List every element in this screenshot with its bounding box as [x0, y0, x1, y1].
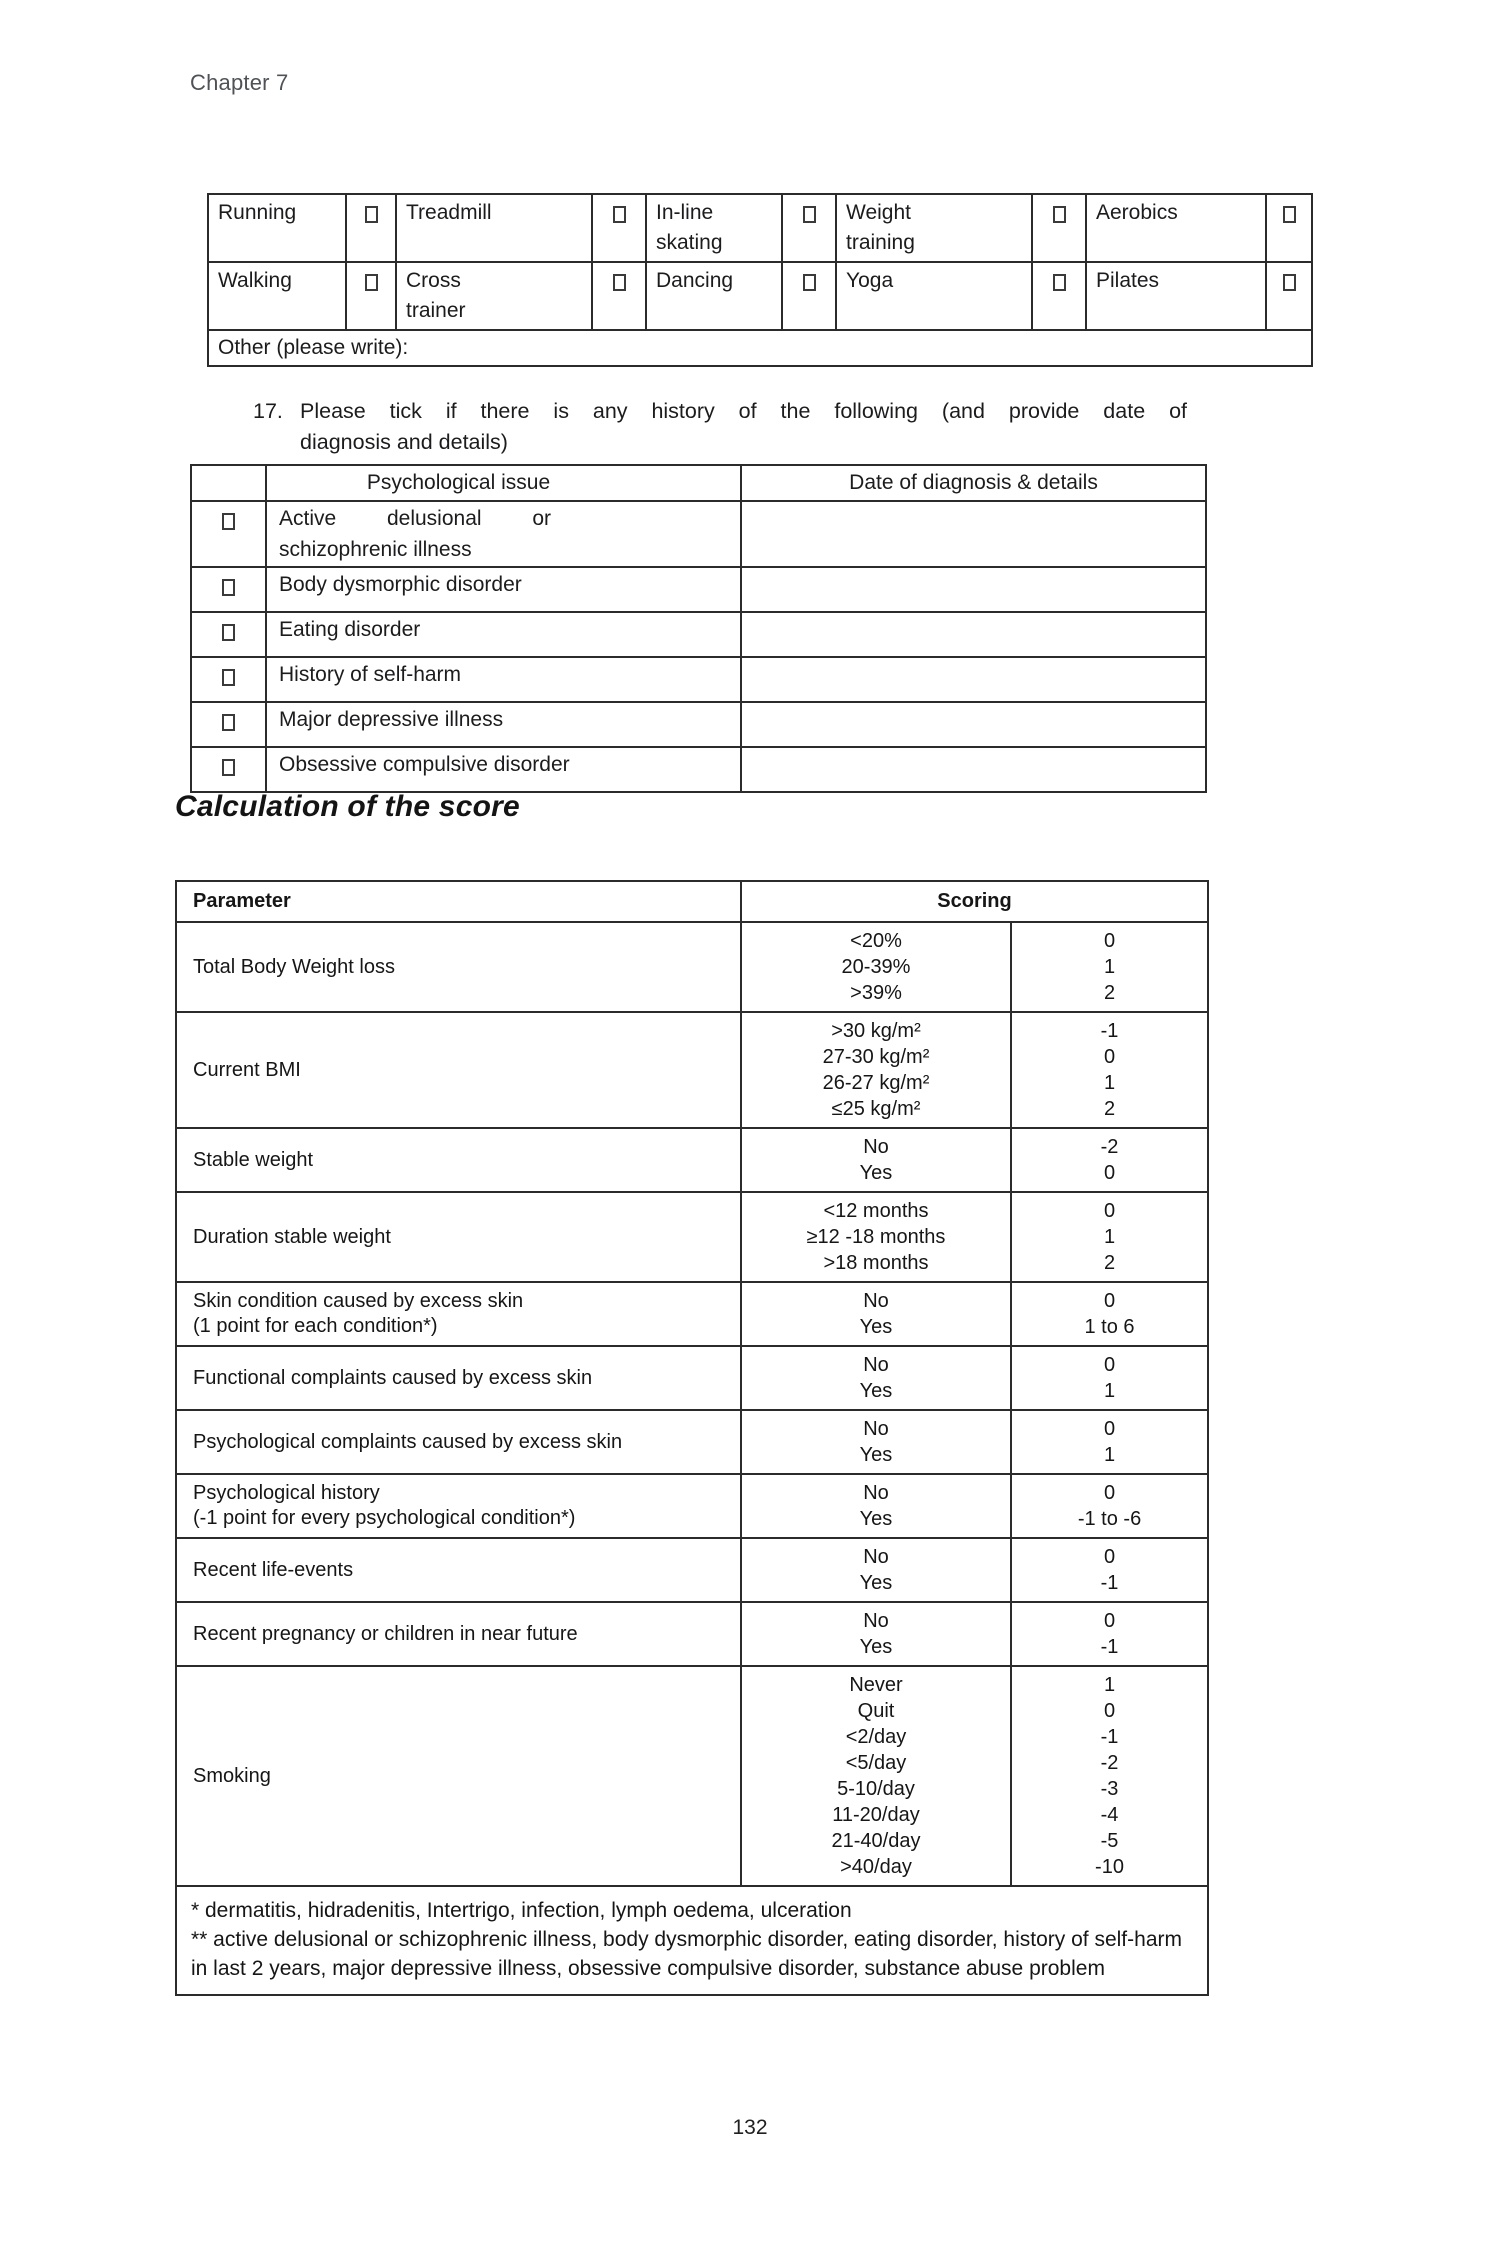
score-row [176, 1346, 1208, 1410]
score-value: 1 [1103, 1380, 1116, 1402]
score-option: No [863, 1290, 889, 1312]
activity-checkbox-cell [782, 262, 836, 330]
score-option: >40/day [840, 1856, 912, 1878]
score-option: >18 months [823, 1252, 929, 1274]
score-value-cell [1011, 1192, 1208, 1282]
psych-checkbox[interactable] [222, 714, 235, 731]
activity-cell [1086, 262, 1266, 330]
score-option: 21-40/day [831, 1830, 921, 1852]
activity-checkbox-cell [346, 262, 396, 330]
psych-issue-label: Body dysmorphic disorder [279, 573, 522, 596]
score-option: ≤25 kg/m² [831, 1098, 921, 1120]
score-option: No [863, 1546, 889, 1568]
score-value: -10 [1095, 1856, 1124, 1878]
activity-checkbox-cell [346, 194, 396, 262]
psych-checkbox-cell [191, 657, 266, 702]
score-value: 1 [1103, 956, 1116, 978]
psych-details-field[interactable] [741, 612, 1206, 657]
question-text-line: Please tick if there is any history of the following (and provide date of [300, 399, 1187, 423]
score-value: -1 [1100, 1020, 1119, 1042]
score-value: 0 [1103, 1354, 1116, 1376]
section-heading: Calculation of the score [175, 790, 520, 823]
score-value-cell [1011, 1474, 1208, 1538]
psych-row [191, 657, 1206, 702]
other-write-in-cell[interactable] [208, 330, 1312, 366]
score-option: 5-10/day [837, 1778, 915, 1800]
score-parameter: Recent pregnancy or children in near future [193, 1622, 578, 1645]
question-text [300, 396, 1187, 458]
footnote-line: ** active delusional or schizophrenic illness, body dysmorphic disorder, eating disorder, history of self-harm in last 2 years, major depressive illness, obsessive compulsive disorder, substance abuse problem [191, 1928, 1182, 1980]
activity-label: Running [218, 201, 297, 224]
activity-checkbox[interactable] [1283, 206, 1296, 223]
score-parameter: (-1 point for every psychological condition*) [193, 1507, 576, 1529]
score-header-row [176, 881, 1208, 922]
psych-issue-cell [266, 657, 741, 702]
score-value: 0 [1103, 930, 1116, 952]
score-option-cell [741, 1012, 1011, 1128]
score-option: <5/day [845, 1752, 907, 1774]
activity-cell [208, 262, 346, 330]
score-option: Yes [859, 1316, 893, 1338]
activity-checkbox[interactable] [365, 274, 378, 291]
score-parameter: Psychological history [193, 1482, 380, 1504]
score-value: 0 [1103, 1700, 1116, 1722]
score-option-cell [741, 1282, 1011, 1346]
score-option: <2/day [845, 1726, 907, 1748]
score-option-cell [741, 1128, 1011, 1192]
activity-cell [836, 194, 1032, 262]
score-value: -4 [1100, 1804, 1119, 1826]
score-option-cell [741, 1346, 1011, 1410]
score-value: 0 [1103, 1162, 1116, 1184]
score-option-cell [741, 922, 1011, 1012]
psych-history-table [190, 464, 1207, 793]
score-value-cell [1011, 922, 1208, 1012]
score-value: -2 [1100, 1752, 1119, 1774]
activity-label: trainer [406, 299, 466, 322]
score-option: Yes [859, 1508, 893, 1530]
score-value: 1 to 6 [1084, 1316, 1135, 1338]
score-value: 0 [1103, 1418, 1116, 1440]
activity-checkbox-cell [592, 194, 646, 262]
score-parameter-cell [176, 1012, 741, 1128]
page-number: 132 [732, 2116, 768, 2139]
score-option: 20-39% [841, 956, 911, 978]
score-option: Yes [859, 1572, 893, 1594]
activity-checkbox-cell [1032, 262, 1086, 330]
score-parameter-cell [176, 1346, 741, 1410]
score-value-cell [1011, 1346, 1208, 1410]
psych-checkbox[interactable] [222, 579, 235, 596]
score-value: 0 [1103, 1610, 1116, 1632]
score-value-cell [1011, 1128, 1208, 1192]
psych-details-field[interactable] [741, 501, 1206, 567]
score-parameter: Functional complaints caused by excess skin [193, 1366, 593, 1389]
score-value: -2 [1100, 1136, 1119, 1158]
psych-issue-label: schizophrenic illness [279, 538, 472, 561]
score-header-scoring: Scoring [741, 881, 1208, 922]
psych-checkbox-cell [191, 567, 266, 612]
activity-label: In-line [656, 201, 714, 224]
score-row [176, 1538, 1208, 1602]
psych-checkbox-cell [191, 702, 266, 747]
chapter-header: Chapter 7 [190, 70, 289, 95]
score-header-parameter: Parameter [176, 881, 741, 922]
score-row [176, 1602, 1208, 1666]
score-row [176, 1012, 1208, 1128]
score-option-cell [741, 1602, 1011, 1666]
score-parameter-cell [176, 922, 741, 1012]
psych-issue-cell [266, 702, 741, 747]
activity-checkbox[interactable] [613, 206, 626, 223]
activity-checkbox-cell [782, 194, 836, 262]
score-option-cell [741, 1474, 1011, 1538]
score-value-cell [1011, 1538, 1208, 1602]
score-option: <12 months [823, 1200, 929, 1222]
psych-checkbox-cell [191, 501, 266, 567]
activity-label: Treadmill [406, 201, 492, 224]
activity-label: Walking [218, 269, 292, 292]
question-number: 17. [253, 399, 283, 423]
score-parameter: Stable weight [193, 1148, 314, 1171]
score-row [176, 922, 1208, 1012]
score-value: -3 [1100, 1778, 1119, 1800]
psych-issue-cell [266, 612, 741, 657]
score-parameter: (1 point for each condition*) [193, 1315, 438, 1337]
psych-issue-label: Obsessive compulsive disorder [279, 753, 570, 776]
question-text-line: diagnosis and details) [300, 430, 508, 454]
score-value: 2 [1103, 1098, 1116, 1120]
score-value: -1 [1100, 1726, 1119, 1748]
score-value: 0 [1103, 1290, 1116, 1312]
score-value: -1 [1100, 1572, 1119, 1594]
psych-checkbox[interactable] [222, 513, 235, 530]
score-parameter-cell [176, 1410, 741, 1474]
score-parameter-cell [176, 1474, 741, 1538]
score-option: 11-20/day [832, 1804, 920, 1826]
activity-cell [646, 262, 782, 330]
score-parameter-cell [176, 1192, 741, 1282]
score-row [176, 1192, 1208, 1282]
psych-issue-label: History of self-harm [279, 663, 462, 686]
score-value: 0 [1103, 1200, 1116, 1222]
activity-label: skating [656, 231, 723, 254]
score-value-cell [1011, 1602, 1208, 1666]
activities-row [208, 194, 1312, 262]
psych-checkbox[interactable] [222, 759, 235, 776]
score-value-cell [1011, 1012, 1208, 1128]
score-row [176, 1128, 1208, 1192]
psych-row [191, 612, 1206, 657]
score-option: No [863, 1610, 889, 1632]
activity-checkbox-cell [1032, 194, 1086, 262]
score-option-cell [741, 1192, 1011, 1282]
psych-issue-cell [266, 567, 741, 612]
activity-label: Dancing [656, 269, 734, 292]
activity-checkbox[interactable] [1283, 274, 1296, 291]
score-value: 1 [1103, 1444, 1116, 1466]
activity-label: training [846, 231, 915, 254]
activity-label: Cross [406, 269, 461, 292]
psych-header-details: Date of diagnosis & details [741, 465, 1206, 501]
activity-checkbox[interactable] [803, 274, 816, 291]
activity-cell [836, 262, 1032, 330]
activities-other-row [208, 330, 1312, 366]
score-value: 1 [1103, 1072, 1116, 1094]
psych-header-issue: Psychological issue [266, 465, 741, 501]
activity-checkbox-cell [592, 262, 646, 330]
other-label: Other (please write): [218, 336, 409, 359]
score-row [176, 1666, 1208, 1886]
score-row [176, 1410, 1208, 1474]
activity-label: Aerobics [1096, 201, 1178, 224]
footnote-line: * dermatitis, hidradenitis, Intertrigo, infection, lymph oedema, ulceration [191, 1899, 852, 1922]
activity-checkbox[interactable] [613, 274, 626, 291]
activity-cell [1086, 194, 1266, 262]
psych-issue-label: Active delusional or [279, 507, 551, 530]
score-option: 27-30 kg/m² [822, 1046, 930, 1068]
activity-cell [646, 194, 782, 262]
psych-issue-cell [266, 747, 741, 792]
score-option: No [863, 1354, 889, 1376]
score-option: Yes [859, 1444, 893, 1466]
psych-issue-label: Eating disorder [279, 618, 421, 641]
activity-cell [396, 194, 592, 262]
score-parameter-cell [176, 1128, 741, 1192]
score-option: <20% [850, 930, 902, 952]
score-option: >30 kg/m² [831, 1020, 921, 1042]
psych-row [191, 702, 1206, 747]
score-value: 2 [1103, 982, 1116, 1004]
activity-cell [208, 194, 346, 262]
score-parameter-cell [176, 1602, 741, 1666]
activity-checkbox-cell [1266, 262, 1312, 330]
psych-checkbox[interactable] [222, 624, 235, 641]
activity-cell [396, 262, 592, 330]
psych-checkbox[interactable] [222, 669, 235, 686]
score-parameter: Total Body Weight loss [193, 955, 395, 978]
activity-checkbox[interactable] [1053, 274, 1066, 291]
psych-details-field[interactable] [741, 567, 1206, 612]
psych-issue-cell [266, 501, 741, 567]
score-option: Never [849, 1674, 903, 1696]
activities-table [207, 193, 1313, 367]
score-parameter: Smoking [193, 1764, 271, 1787]
score-option-cell [741, 1410, 1011, 1474]
activity-label: Weight [846, 201, 911, 224]
score-parameter: Skin condition caused by excess skin [193, 1290, 524, 1312]
psych-checkbox-cell [191, 747, 266, 792]
score-option: No [863, 1482, 889, 1504]
score-value: 0 [1103, 1046, 1116, 1068]
score-parameter: Duration stable weight [193, 1225, 391, 1248]
score-row [176, 1282, 1208, 1346]
score-value-cell [1011, 1282, 1208, 1346]
score-value: -1 [1100, 1636, 1119, 1658]
activities-row [208, 262, 1312, 330]
score-row [176, 1474, 1208, 1538]
score-value: 0 [1103, 1546, 1116, 1568]
score-option: Yes [859, 1162, 893, 1184]
score-option-cell [741, 1538, 1011, 1602]
score-value: -1 to -6 [1077, 1508, 1142, 1530]
score-option: >39% [850, 982, 902, 1004]
score-option: No [863, 1136, 889, 1158]
score-value: 1 [1103, 1674, 1116, 1696]
psych-details-field[interactable] [741, 747, 1206, 792]
score-option: Quit [857, 1700, 895, 1722]
psych-row [191, 501, 1206, 567]
psych-header-checkbox-cell [191, 465, 266, 501]
psych-details-field[interactable] [741, 657, 1206, 702]
score-value: 2 [1103, 1252, 1116, 1274]
psych-checkbox-cell [191, 612, 266, 657]
score-value: -5 [1100, 1830, 1119, 1852]
score-parameter: Current BMI [193, 1058, 301, 1081]
score-option-cell [741, 1666, 1011, 1886]
psych-row [191, 747, 1206, 792]
activity-checkbox[interactable] [803, 206, 816, 223]
psych-header-row [191, 465, 1206, 501]
activity-checkbox[interactable] [365, 206, 378, 223]
score-value: 0 [1103, 1482, 1116, 1504]
score-option: Yes [859, 1380, 893, 1402]
score-value-cell [1011, 1666, 1208, 1886]
activity-label: Yoga [846, 269, 894, 292]
psych-details-field[interactable] [741, 702, 1206, 747]
psych-issue-label: Major depressive illness [279, 708, 504, 731]
score-parameter-cell [176, 1666, 741, 1886]
score-option: Yes [859, 1636, 893, 1658]
score-footnote-cell [176, 1886, 1208, 1995]
score-table [175, 880, 1209, 1996]
score-table-body [176, 922, 1208, 1886]
score-value-cell [1011, 1410, 1208, 1474]
question-17 [253, 396, 1187, 458]
score-parameter: Psychological complaints caused by excess skin [193, 1430, 623, 1453]
psych-row [191, 567, 1206, 612]
activity-checkbox[interactable] [1053, 206, 1066, 223]
score-parameter: Recent life-events [193, 1558, 354, 1581]
score-option: No [863, 1418, 889, 1440]
score-footnote-row [176, 1886, 1208, 1995]
activity-label: Pilates [1096, 269, 1160, 292]
activity-checkbox-cell [1266, 194, 1312, 262]
score-parameter-cell [176, 1282, 741, 1346]
score-parameter-cell [176, 1538, 741, 1602]
score-value: 1 [1103, 1226, 1116, 1248]
score-option: 26-27 kg/m² [822, 1072, 930, 1094]
score-option: ≥12 -18 months [806, 1226, 946, 1248]
